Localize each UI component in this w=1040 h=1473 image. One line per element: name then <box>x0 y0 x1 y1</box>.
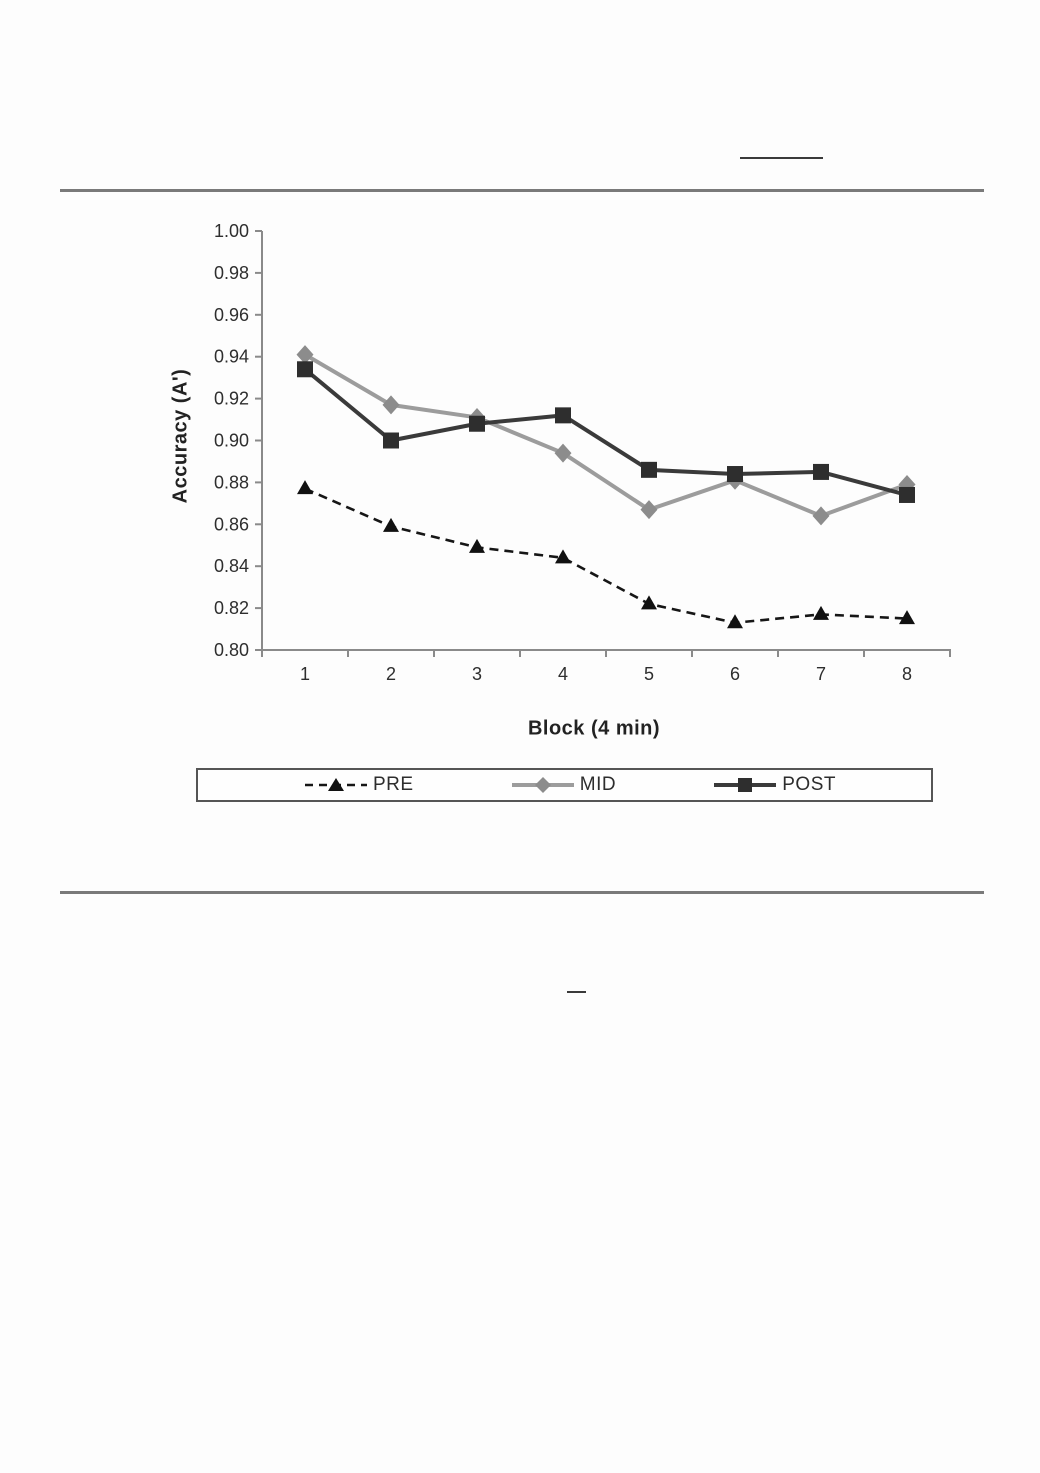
svg-text:6: 6 <box>729 664 741 684</box>
mid-solid-diamond-icon <box>510 776 576 794</box>
svg-text:1.00: 1.00 <box>213 221 249 241</box>
legend-label-post: POST <box>782 774 836 795</box>
legend-label-pre: PRE <box>373 774 414 795</box>
svg-text:0.90: 0.90 <box>213 430 249 451</box>
svg-text:2: 2 <box>385 664 397 684</box>
svg-text:0.94: 0.94 <box>213 346 249 367</box>
legend-label-mid: MID <box>579 774 617 795</box>
svg-text:0.84: 0.84 <box>213 556 249 577</box>
legend-entry-mid <box>510 774 616 796</box>
chart-legend <box>196 768 933 802</box>
y-axis-title-text: Accuracy (A') <box>169 368 192 504</box>
accuracy-line-chart <box>40 16 1040 1016</box>
svg-text:0.82: 0.82 <box>213 598 249 619</box>
svg-text:8: 8 <box>901 664 913 684</box>
x-axis-title-text: Block (4 min) <box>527 717 661 740</box>
post-solid-square-icon <box>712 776 778 794</box>
mid-page-underline <box>567 991 586 993</box>
svg-text:3: 3 <box>471 664 483 684</box>
horizontal-rule-bottom <box>60 891 984 894</box>
svg-text:1: 1 <box>299 664 311 684</box>
svg-text:0.80: 0.80 <box>213 640 249 660</box>
svg-text:0.86: 0.86 <box>213 514 249 535</box>
svg-text:7: 7 <box>815 664 827 684</box>
legend-entry-post <box>712 774 836 796</box>
svg-text:5: 5 <box>643 664 655 684</box>
pre-dashed-triangle-icon <box>303 776 369 794</box>
svg-text:0.92: 0.92 <box>213 388 249 409</box>
chart-plot-area <box>40 16 1040 1016</box>
svg-text:0.88: 0.88 <box>213 472 249 493</box>
svg-text:0.96: 0.96 <box>213 304 249 325</box>
legend-entry-pre <box>303 774 414 796</box>
svg-text:4: 4 <box>557 664 569 684</box>
svg-text:0.98: 0.98 <box>213 262 249 283</box>
